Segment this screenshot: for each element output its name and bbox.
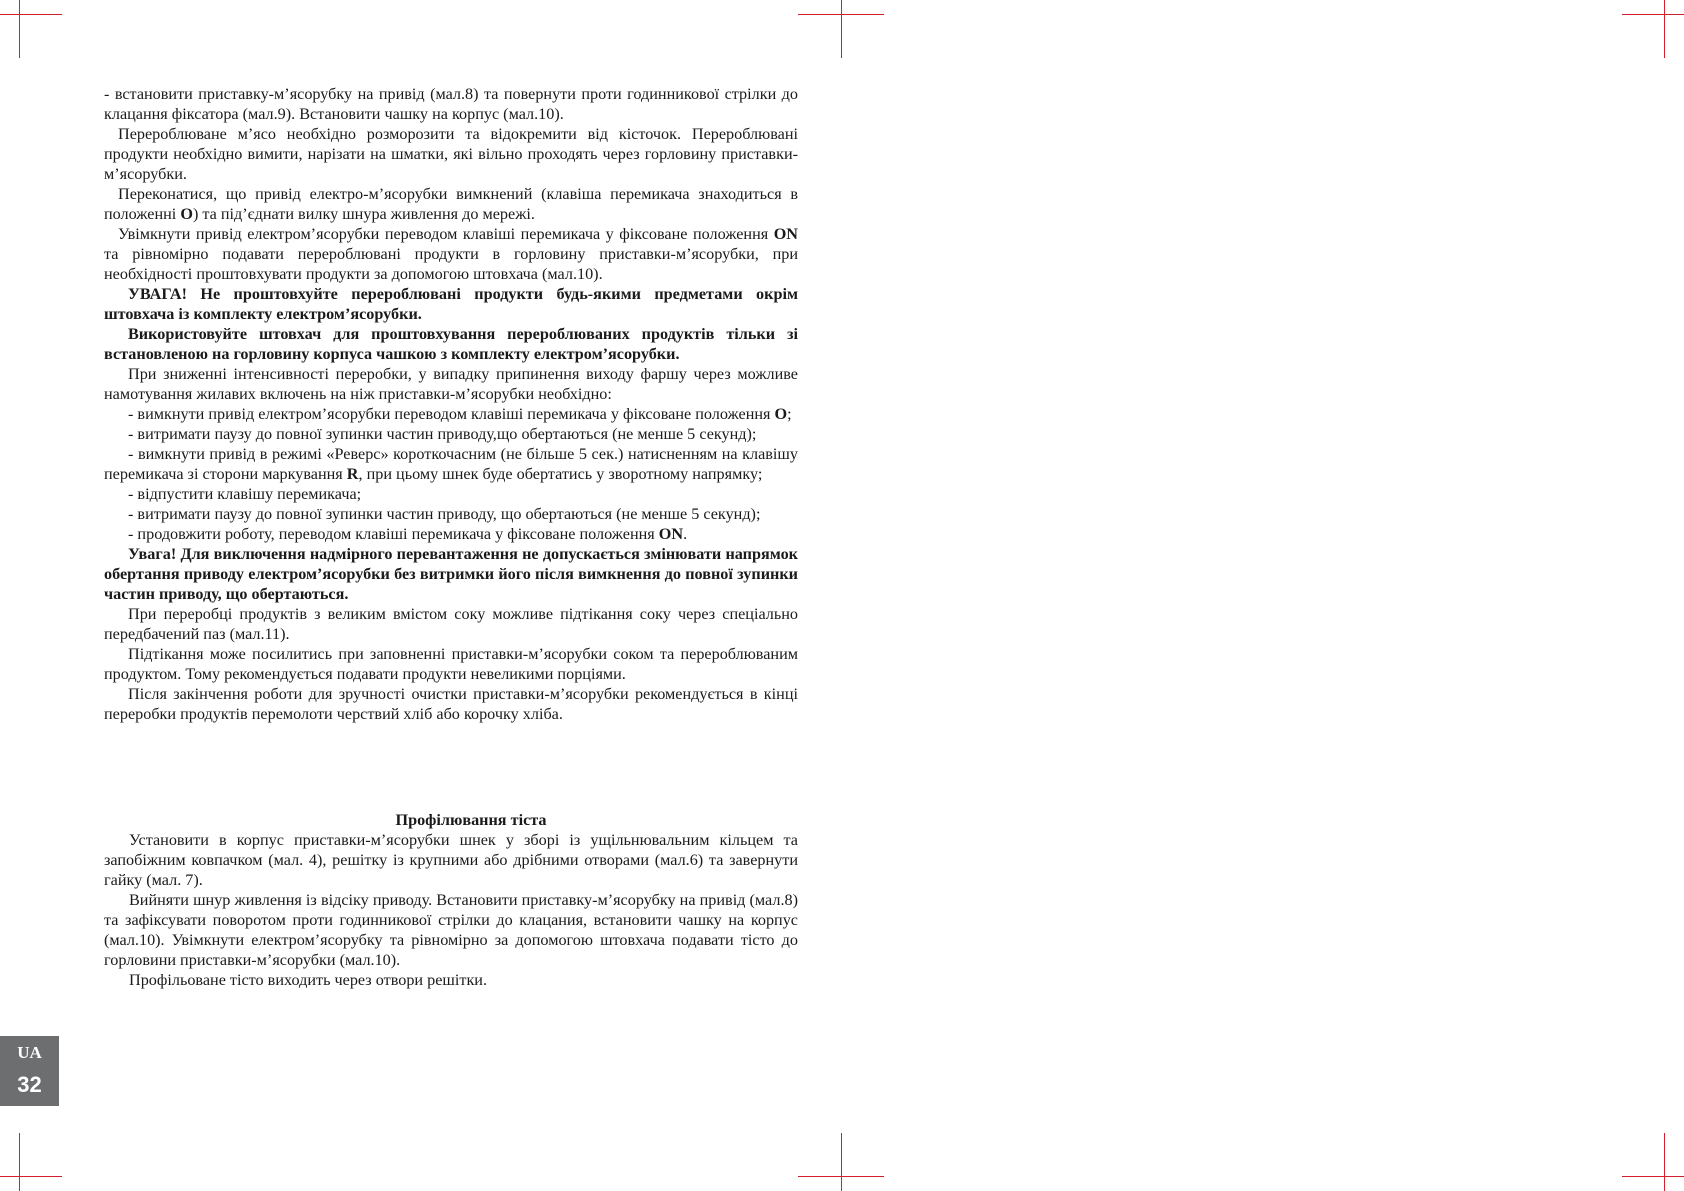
crop-mark: [1622, 14, 1684, 15]
crop-mark: [19, 1133, 20, 1191]
list-item: - вимкнути привід в режимі «Реверс» короткочасним (не більше 5 сек.) натисненням на клавішу перемикача зі сторони маркування R, при цьому шнек буде обертатись у зворотному напрямку;: [104, 445, 798, 483]
paragraph: Після закінчення роботи для зручності очистки приставки-м’ясорубки рекомендується в кінці переробки продуктів перемолоти черствий хліб або корочку хліба.: [104, 685, 798, 723]
list-item: - вимкнути привід електром’ясорубки переводом клавіші перемикача у фіксоване положення O;: [128, 405, 792, 423]
crop-mark: [1664, 0, 1665, 58]
section-title: Профілювання тіста: [395, 811, 547, 829]
paragraph: Переконатися, що привід електро-м’ясорубки вимкнений (клавіша перемикача знаходиться в положенні O) та під’єднати вилку шнура живлення до мережі.: [104, 185, 798, 223]
crop-mark: [841, 1133, 842, 1191]
list-item: - відпустити клавішу перемикача;: [128, 485, 362, 503]
list-item: - витримати паузу до повної зупинки частин приводу, що обертаються (не менше 5 секунд);: [128, 505, 761, 523]
crop-mark: [19, 0, 20, 58]
page-number: 32: [17, 1072, 42, 1097]
paragraph: Підтікання може посилитись при заповненні приставки-м’ясорубки соком та перероблюваним продуктом. Тому рекомендується подавати продукти невеликими порціями.: [104, 645, 798, 683]
paragraph: Перероблюване м’ясо необхідно розморозити та відокремити від кісточок. Перероблювані продукти необхідно вимити, нарізати на шматки, які вільно проходять через горловину приставки-м’ясорубки.: [104, 125, 798, 183]
crop-mark: [841, 0, 842, 58]
paragraph: При зниженні інтенсивності переробки, у випадку припинення виходу фаршу через можливе намотування жилавих включень на ніж приставки-м’ясорубки необхідно:: [104, 365, 798, 403]
list-item: - витримати паузу до повної зупинки частин приводу,що обертаються (не менше 5 секунд);: [128, 425, 757, 443]
crop-mark: [1622, 1176, 1684, 1177]
paragraph: Вийняти шнур живлення із відсіку приводу. Встановити приставку-м’ясорубку на привід (мал.8) та зафіксувати поворотом проти годинникової стрілки до клацания, встановити чашку на корпус (мал.10). Увімкнути електром’ясорубку та рівномірно за допомогою штовхача подавати тісто до горловини приставки-м’ясорубки (мал.10).: [104, 891, 798, 969]
paragraph: Профільоване тісто виходить через отвори решітки.: [129, 971, 488, 989]
warning-paragraph: Увага! Для виключення надмірного перевантаження не допускається змінювати напрямок обертання приводу електром’ясорубки без витримки його після вимкнення до повної зупинки частин приводу, що обертаються.: [104, 545, 798, 603]
list-item: - продовжити роботу, переводом клавіші перемикача у фіксоване положення ON.: [128, 525, 688, 543]
paragraph: Установити в корпус приставки-м’ясорубки шнек у зборі із ущільнювальним кільцем та запобіжним ковпачком (мал. 4), решітку із крупними або дрібними отворами (мал.6) та завернути гайку (мал. 7).: [104, 831, 798, 889]
paragraph: При переробці продуктів з великим вмістом соку можливе підтікання соку через спеціально передбачений паз (мал.11).: [104, 605, 798, 643]
paragraph: Увімкнути привід електром’ясорубки переводом клавіші перемикача у фіксоване положення ON та рівномірно подавати перероблювані продукти в горловину приставки-м’ясорубки, при необхідності проштовхувати продукти за допомогою штовхача (мал.10).: [104, 225, 798, 283]
page-number-tab: [0, 1036, 59, 1106]
language-label: UA: [17, 1043, 42, 1062]
crop-mark: [0, 14, 62, 15]
crop-mark: [1664, 1133, 1665, 1191]
paragraph: - встановити приставку-м’ясорубку на привід (мал.8) та повернути проти годинникової стрілки до клацання фіксатора (мал.9). Встановити чашку на корпус (мал.10).: [104, 85, 798, 123]
manual-text-column: [104, 84, 798, 990]
crop-mark: [0, 1176, 62, 1177]
warning-paragraph: УВАГА! Не проштовхуйте перероблювані продукти будь-якими предметами окрім штовхача із комплекту електром’ясорубки.: [104, 285, 798, 323]
warning-paragraph: Використовуйте штовхач для проштовхування перероблюваних продуктів тільки зі встановленою на горловину корпуса чашкою з комплекту електром’ясорубки.: [104, 325, 798, 363]
